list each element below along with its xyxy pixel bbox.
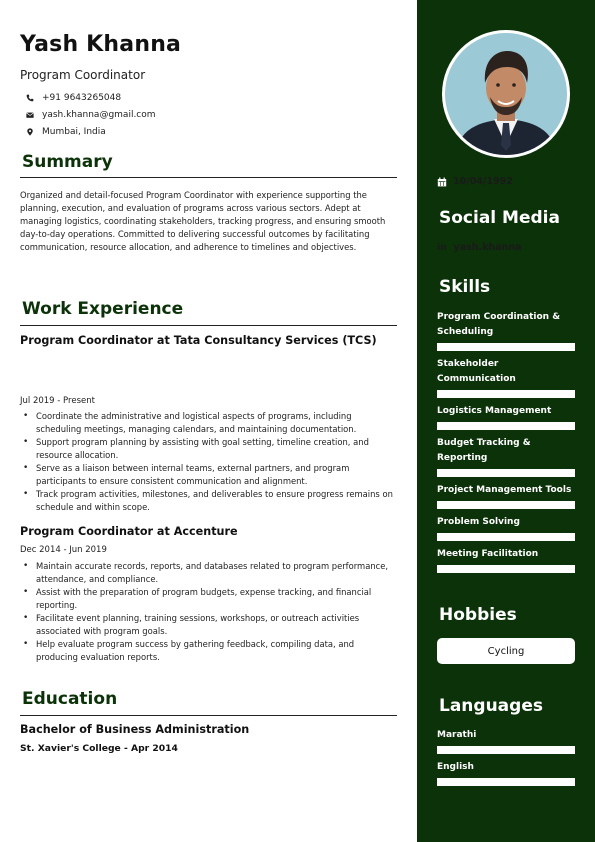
summary-text: Organized and detail-focused Program Coordinator with experience supporting the planning, execution, and evaluation of programs across various sectors. Adept at managing logistics, coordinating stakeholders, tracking progress, and ensuring smooth day-to-day operations. Committed to delivering successful outcomes by facilitating communication, resource allocation, and adherence to timelines and objectives.: [20, 190, 386, 252]
language-bar: [437, 778, 575, 786]
job-dates-1: Jul 2019 - Present: [20, 396, 95, 406]
job-title-2: Program Coordinator at Accenture: [20, 525, 238, 538]
job-title-1: Program Coordinator at Tata Consultancy Services (TCS): [20, 334, 377, 347]
skill-bar: [437, 533, 575, 541]
skill-item: [437, 483, 577, 509]
social-linkedin[interactable]: [437, 242, 522, 253]
list-item: • Maintain accurate records, reports, and databases related to program performance, attendance, and compliance.: [22, 560, 397, 586]
skill-bar: [437, 390, 575, 398]
languages-heading: Languages: [439, 696, 543, 716]
education-degree: Bachelor of Business Administration: [20, 723, 250, 736]
contact-email: [24, 110, 156, 120]
summary-divider: [20, 177, 397, 178]
dob-text: 10/04/1992: [453, 176, 513, 187]
job-bullets-1: [22, 410, 397, 514]
contact-location-text: Mumbai, India: [42, 127, 106, 137]
skill-bar: [437, 469, 575, 477]
hobbies-heading: Hobbies: [439, 605, 517, 625]
mail-icon: [24, 111, 36, 119]
phone-icon: [24, 94, 36, 102]
language-label: English: [437, 762, 474, 772]
skill-bar: [437, 343, 575, 351]
skill-item: [437, 547, 577, 573]
date-of-birth: [437, 176, 513, 187]
job-bullets-2: [22, 560, 397, 664]
education-heading: Education: [22, 689, 118, 709]
language-item: [437, 728, 577, 754]
education-divider: [20, 715, 397, 716]
skill-bar: [437, 565, 575, 573]
skill-label: Budget Tracking & Reporting: [437, 438, 531, 463]
contact-phone-text: +91 9643265048: [42, 93, 122, 103]
skills-heading: Skills: [439, 277, 491, 297]
experience-heading: Work Experience: [22, 299, 184, 319]
skill-item: [437, 404, 577, 430]
skill-item: [437, 515, 577, 541]
candidate-role: Program Coordinator: [20, 68, 146, 82]
skill-bar: [437, 501, 575, 509]
skill-item: [437, 357, 577, 398]
avatar: [442, 30, 570, 158]
skill-label: Logistics Management: [437, 406, 552, 416]
skill-item: [437, 436, 577, 477]
linkedin-handle: yash.khanna: [453, 242, 522, 253]
contact-email-text: yash.khanna@gmail.com: [42, 110, 156, 120]
skill-label: Stakeholder Communication: [437, 359, 516, 384]
summary-heading: Summary: [22, 152, 113, 172]
language-bar: [437, 746, 575, 754]
skill-label: Meeting Facilitation: [437, 549, 539, 559]
hobby-chip: Cycling: [437, 638, 575, 664]
skill-label: Problem Solving: [437, 517, 520, 527]
experience-divider: [20, 325, 397, 326]
language-label: Marathi: [437, 730, 477, 740]
skill-label: Project Management Tools: [437, 485, 572, 495]
list-item: • Assist with the preparation of program budgets, expense tracking, and financial reporting.: [22, 586, 397, 612]
profile-photo: [445, 33, 567, 155]
list-item: • Support program planning by assisting with goal setting, timeline creation, and resource allocation.: [22, 436, 397, 462]
list-item: • Serve as a liaison between internal teams, external partners, and program participants to ensure consistent communication and alignment.: [22, 462, 397, 488]
skill-label: Program Coordination & Scheduling: [437, 312, 561, 337]
contact-phone: [24, 93, 121, 103]
list-item: • Help evaluate program success by gathering feedback, compiling data, and producing evaluation reports.: [22, 638, 397, 664]
education-school: St. Xavier's College - Apr 2014: [20, 743, 178, 754]
skill-item: [437, 310, 577, 351]
contact-location: [24, 127, 106, 137]
language-item: [437, 760, 577, 786]
job-dates-2: Dec 2014 - Jun 2019: [20, 545, 107, 555]
list-item: • Coordinate the administrative and logistical aspects of programs, including scheduling meetings, managing calendars, and maintaining documentation.: [22, 410, 397, 436]
social-media-heading: Social Media: [439, 208, 560, 228]
list-item: • Facilitate event planning, training sessions, workshops, or outreach activities associated with program goals.: [22, 612, 397, 638]
candidate-name: Yash Khanna: [20, 32, 182, 57]
location-icon: [24, 128, 36, 136]
skill-bar: [437, 422, 575, 430]
linkedin-icon: in: [437, 242, 447, 253]
calendar-icon: [437, 177, 447, 187]
list-item: • Track program activities, milestones, and deliverables to ensure progress remains on schedule and within scope.: [22, 488, 397, 514]
